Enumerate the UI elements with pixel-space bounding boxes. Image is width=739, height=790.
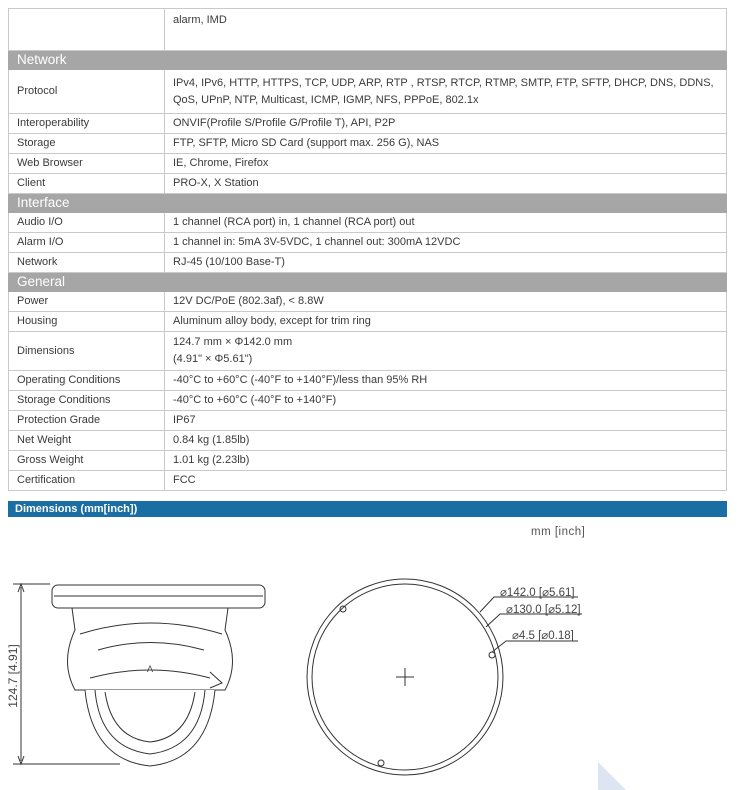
d2-label: ⌀130.0 [⌀5.12] [506, 604, 581, 616]
d3-label: ⌀4.5 [⌀0.18] [512, 630, 574, 642]
spec-value-text: 12V DC/PoE (802.3af), < 8.8W [173, 295, 324, 307]
spec-label: Storage [9, 134, 165, 154]
spec-label: Alarm I/O [9, 233, 165, 253]
spec-value-text: ONVIF(Profile S/Profile G/Profile T), API, P2P [173, 117, 396, 129]
spec-value-text: IP67 [173, 414, 196, 426]
height-label: 124.7 [4.91] [6, 644, 20, 708]
section-title: Interface [9, 194, 727, 213]
spec-label: Network [9, 253, 165, 273]
mark-a: A [146, 664, 154, 674]
spec-value-text: RJ-45 (10/100 Base-T) [173, 256, 285, 268]
spec-label: Certification [9, 471, 165, 491]
screw-hole-2 [378, 760, 384, 766]
section-title: General [9, 273, 727, 292]
spec-value-text: Aluminum alloy body, except for trim ring [173, 315, 371, 327]
spec-value-text: 124.7 mm × Φ142.0 mm [173, 336, 293, 348]
camera-ball [85, 690, 215, 766]
watermark-corner [598, 762, 626, 790]
spec-value-text-2: (4.91" × Φ5.61") [173, 353, 253, 365]
camera-side-view [13, 584, 265, 766]
spec-label: Web Browser [9, 154, 165, 174]
spec-label: Power [9, 292, 165, 312]
spec-label: Client [9, 174, 165, 194]
spec-value-text: FCC [173, 474, 196, 486]
spec-value-text: alarm, IMD [173, 14, 227, 26]
spec-value-text: 1.01 kg (2.23lb) [173, 454, 250, 466]
screw-hole-3 [489, 652, 495, 658]
spec-value-text: IE, Chrome, Firefox [173, 157, 269, 169]
dimensions-header-title: Dimensions (mm[inch]) [15, 503, 138, 515]
d1-label: ⌀142.0 [⌀5.61] [500, 587, 575, 599]
spec-label: Interoperability [9, 114, 165, 134]
spec-label: Housing [9, 312, 165, 332]
spec-value-text: IPv4, IPv6, HTTP, HTTPS, TCP, UDP, ARP, RTP , RTSP, RTCP, RTMP, SMTP, FTP, SFTP, DHCP, DNS, DDNS, QoS, UPnP, NTP, Multicast, ICMP, IGMP, NFS, PPPoE, 802.1x [173, 76, 714, 106]
unit-label: mm [inch] [531, 526, 586, 538]
spec-label: Operating Conditions [9, 371, 165, 391]
spec-value-text: -40°C to +60°C (-40°F to +140°F)/less than 95% RH [173, 374, 428, 386]
spec-value-text: 1 channel in: 5mA 3V-5VDC, 1 channel out: 300mA 12VDC [173, 236, 461, 248]
spec-label: Audio I/O [9, 213, 165, 233]
spec-value-text: PRO-X, X Station [173, 177, 259, 189]
spec-value-text: 1 channel (RCA port) in, 1 channel (RCA port) out [173, 216, 415, 228]
spec-label: Dimensions [9, 332, 165, 371]
spec-value-text: 0.84 kg (1.85lb) [173, 434, 250, 446]
spec-label: Protocol [9, 70, 165, 114]
spec-label: Gross Weight [9, 451, 165, 471]
leader-d3 [492, 641, 578, 652]
spec-label: Protection Grade [9, 411, 165, 431]
spec-value-text: -40°C to +60°C (-40°F to +140°F) [173, 394, 337, 406]
spec-value-text: FTP, SFTP, Micro SD Card (support max. 256 G), NAS [173, 137, 440, 149]
spec-label: Net Weight [9, 431, 165, 451]
section-title: Network [9, 51, 727, 70]
spec-label: Storage Conditions [9, 391, 165, 411]
